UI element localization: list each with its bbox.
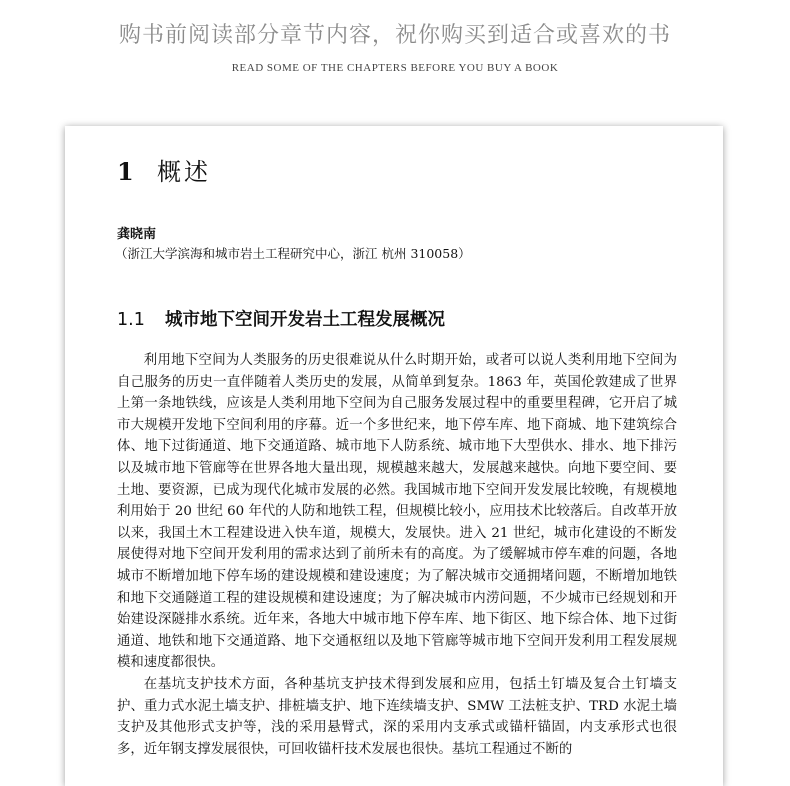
body-text <box>117 350 677 760</box>
section-number: 1.1 <box>117 310 145 330</box>
chapter-heading <box>117 152 211 187</box>
banner-subtitle: READ SOME OF THE CHAPTERS BEFORE YOU BUY A BOOK <box>231 62 559 74</box>
section-heading <box>117 306 445 331</box>
author-name: 龚晓南 <box>117 227 157 242</box>
paragraph: 利用地下空间为人类服务的历史很难说从什么时期开始，或者可以说人类利用地下空间为自己服务的历史一直伴随着人类历史的发展，从简单到复杂。1863 年，英国伦敦建成了世界上第一条地铁线，应该是人类利用地下空间为自己服务发展过程中的重要里程碑，它开启了城市大规模开发地下空间利用的序幕。近一个多世纪来，地下停车库、地下商城、地下建筑综合体、地下过街通道、地下交通道路、城市地下人防系统、城市地下大型供水、排水、地下排污以及城市地下管廊等在世界各地大量出现，规模越来越大，发展越来越快。向地下要空间、要土地、要资源，已成为现代化城市发展的必然。我国城市地下空间开发发展比较晚，有规模地利用始于 20 世纪 60 年代的人防和地铁工程，但规模比较小，应用技术比较落后。自改革开放以来，我国土木工程建设进入快车道，规模大，发展快。进入 21 世纪，城市化建设的不断发展使得对地下空间开发利用的需求达到了前所未有的高度。为了缓解城市停车难的问题，各地城市不断增加地下停车场的建设规模和建设速度；为了解决城市交通拥堵问题，不断增加地铁和地下交通隧道工程的建设规模和建设速度；为了解决城市内涝问题，不少城市已经规划和开始建设深隧排水系统。近年来，各地大中城市地下停车库、地下街区、地下综合体、地下过街通道、地铁和地下交通道路、地下交通枢纽以及地下管廊等城市地下空间开发利用工程发展规模和速度都很快。 <box>117 353 677 671</box>
banner-title: 购书前阅读部分章节内容，祝你购买到适合或喜欢的书 <box>118 23 671 48</box>
document-page <box>65 126 723 786</box>
chapter-title: 概述 <box>157 158 211 186</box>
section-title: 城市地下空间开发岩土工程发展概况 <box>165 310 445 330</box>
chapter-number: 1 <box>117 157 134 186</box>
paragraph: 在基坑支护技术方面，各种基坑支护技术得到发展和应用，包括土钉墙及复合土钉墙支护、重力式水泥土墙支护、排桩墙支护、地下连续墙支护、SMW 工法桩支护、TRD 水泥土墙支护及其他形式支护等，浅的采用悬臂式，深的采用内支承式或锚杆锚固，内支承形式也很多，近年钢支撑发展很快，可回收锚杆技术发展也很快。基坑工程通过不断的 <box>117 676 677 757</box>
author-affiliation: （浙江大学滨海和城市岩土工程研究中心，浙江 杭州 310058） <box>115 246 471 261</box>
